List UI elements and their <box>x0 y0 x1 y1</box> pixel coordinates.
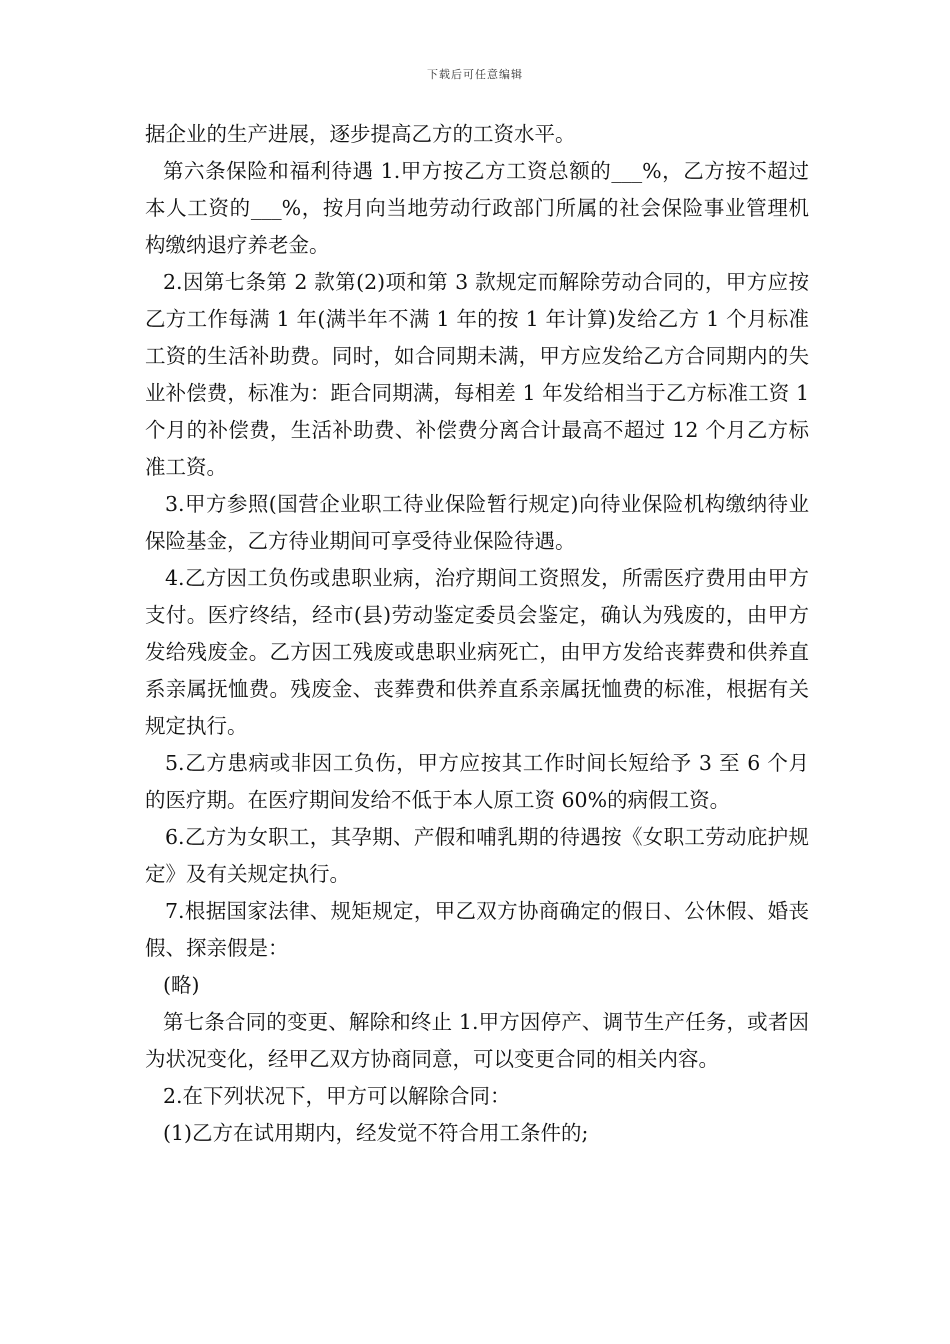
paragraph-omitted: (略) <box>163 973 200 997</box>
paragraph-article-6-insurance: 第六条保险和福利待遇 1.甲方按乙方工资总额的___%，乙方按不超过本人工资的___%，按月向当地劳动行政部门所属的社会保险事业管理机构缴纳退疗养老金。 <box>145 159 809 257</box>
paragraph-clause-2-termination: 2.在下列状况下，甲方可以解除合同： <box>163 1084 511 1108</box>
paragraph-article-7-change: 第七条合同的变更、解除和终止 1.甲方因停产、调节生产任务，或者因为状况变化，经甲乙双方协商同意，可以变更合同的相关内容。 <box>145 1010 809 1071</box>
paragraph-clause-4-injury: 4.乙方因工负伤或患职业病，治疗期间工资照发，所需医疗费用由甲方支付。医疗终结，经市(县)劳动鉴定委员会鉴定，确认为残废的，由甲方发给残废金。乙方因工残废或患职业病死亡，由甲方发给丧葬费和供养直系亲属抚恤费。残废金、丧葬费和供养直系亲属抚恤费的标准，根据有关规定执行。 <box>145 566 809 738</box>
paragraph-clause-7-holidays: 7.根据国家法律、规矩规定，甲乙双方协商确定的假日、公休假、婚丧假、探亲假是： <box>145 899 809 960</box>
paragraph-item-1-probation: (1)乙方在试用期内，经发觉不符合用工条件的; <box>163 1121 589 1145</box>
paragraph-clause-5-sick-leave: 5.乙方患病或非因工负伤，甲方应按其工作时间长短给予 3 至 6 个月的医疗期。在医疗期间发给不低于本人原工资 60%的病假工资。 <box>145 751 809 812</box>
paragraph-clause-6-female-staff: 6.乙方为女职工，其孕期、产假和哺乳期的待遇按《女职工劳动庇护规定》及有关规定执行。 <box>145 825 809 886</box>
document-body <box>145 116 809 1152</box>
paragraph-clause-2-subsidy: 2.因第七条第 2 款第(2)项和第 3 款规定而解除劳动合同的，甲方应按乙方工作每满 1 年(满半年不满 1 年的按 1 年计算)发给乙方 1 个月标准工资的生活补助费。同时，如合同期未满，甲方应发给乙方合同期内的失业补偿费，标准为：距合同期满，每相差 1 年发给相当于乙方标准工资 1 个月的补偿费，生活补助费、补偿费分离合计最高不超过 12 个月乙方标准工资。 <box>145 270 809 479</box>
page-header: 下载后可任意编辑 <box>427 68 523 81</box>
paragraph-clause-3-unemployment: 3.甲方参照(国营企业职工待业保险暂行规定)向待业保险机构缴纳待业保险基金，乙方待业期间可享受待业保险待遇。 <box>145 492 809 553</box>
paragraph-wage-progression: 据企业的生产进展，逐步提高乙方的工资水平。 <box>145 122 576 146</box>
